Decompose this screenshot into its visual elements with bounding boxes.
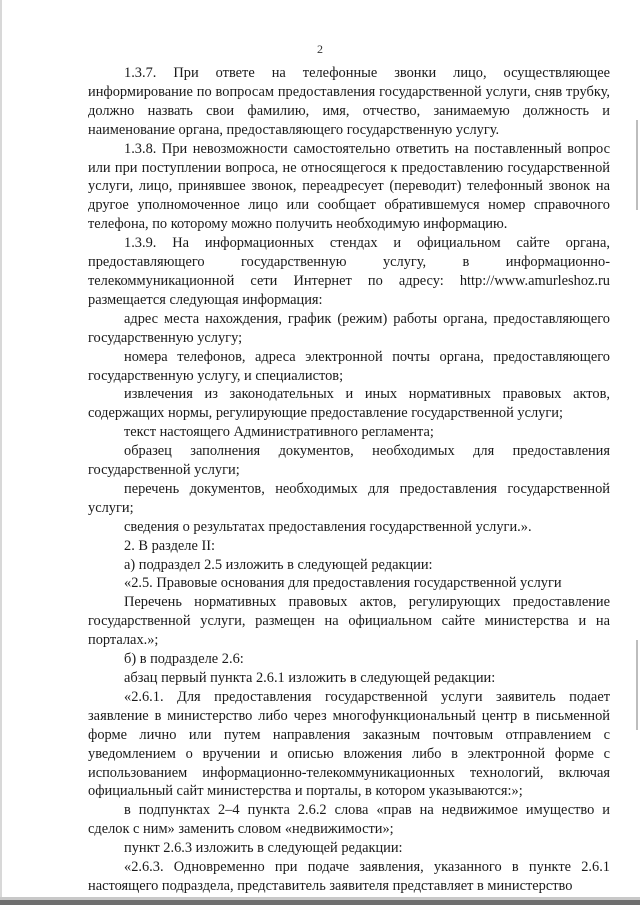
subsection-2-5-title: «2.5. Правовые основания для предоставления государственной услуги — [124, 575, 562, 592]
paragraph-2-6-3-instruction: пункт 2.6.3 изложить в следующей редакции: — [124, 840, 403, 857]
item-b: б) в подразделе 2.6: — [124, 651, 244, 668]
paragraph-2-6-3: «2.6.3. Одновременно при подаче заявления, указанного в пункте 2.6.1 настоящего подраздела, представитель заявителя представляет в министерство — [88, 859, 610, 894]
paragraph-2-6-2-change: в подпунктах 2–4 пункта 2.6.2 слова «прав на недвижимое имущество и сделок с ним» заменить словом «недвижимости»; — [88, 802, 610, 838]
subsection-2-5-text: Перечень нормативных правовых актов, регулирующих предоставление государственной услуги, размещен на официальном сайте министерства и на порталах.»; — [88, 594, 610, 649]
list-item-results: сведения о результатах предоставления государственной услуги.». — [124, 518, 532, 535]
item-a: а) подраздел 2.5 изложить в следующей редакции: — [124, 556, 433, 573]
list-item-address: адрес места нахождения, график (режим) работы органа, предоставляющего государственную услугу; — [88, 310, 610, 346]
item-b-instruction: абзац первый пункта 2.6.1 изложить в следующей редакции: — [124, 670, 496, 686]
paragraph-1-3-7: 1.3.7. При ответе на телефонные звонки лицо, осуществляющее информирование по вопросам предоставления государственной услуги, сняв трубку, должно назвать свои фамилию, имя, отчество, занимаемую должность и наименование органа, предоставляющего государственную услугу. — [88, 65, 610, 138]
scan-left-edge — [0, 0, 2, 905]
page-number: 2 — [317, 42, 323, 56]
paragraph-1-3-8: 1.3.8. При невозможности самостоятельно ответить на поставленный вопрос или при поступлении вопроса, не относящегося к предоставлению государственной услуги, лицо, принявшее звонок, переадресует (переводит) телефонный звонок на другое уполномоченное лицо или сообщает обратившемуся номер справочного телефона, по которому можно получить необходимую информацию. — [88, 140, 610, 233]
paragraph-1-3-9: 1.3.9. На информационных стендах и официальном сайте органа, предоставляющего государственную услугу, в информационно-телекоммуникационной сети Интернет по адресу: http://www.amurleshoz.ru размещается следующая информация: — [88, 235, 610, 308]
list-item-document-list: перечень документов, необходимых для предоставления государственной услуги; — [88, 480, 610, 516]
list-item-regulation-text: текст настоящего Административного регламента; — [124, 424, 434, 441]
scan-right-mark — [636, 640, 638, 730]
list-item-extracts: извлечения из законодательных и иных нормативных правовых актов, содержащих нормы, регулирующие предоставление государственной услуги; — [88, 386, 610, 422]
scan-right-mark — [636, 120, 638, 210]
section-ii-heading: 2. В разделе II: — [124, 537, 216, 554]
list-item-phones: номера телефонов, адреса электронной почты органа, предоставляющего государственную услугу, и специалистов; — [88, 348, 610, 384]
paragraph-2-6-1: «2.6.1. Для предоставления государственной услуги заявитель подает заявление в министерство либо через многофункциональный центр в письменной форме лично или путем направления заказным почтовым отправлением с уведомлением о вручении и описью вложения либо в электронной форме с использованием информационно-телекоммуникационных технологий, включая официальный сайт министерства и порталы, в котором указываются:»; — [88, 688, 610, 800]
list-item-sample-forms: образец заполнения документов, необходимых для предоставления государственной услуги; — [88, 443, 610, 479]
document-body — [88, 64, 610, 896]
scan-bottom-edge — [0, 900, 640, 905]
